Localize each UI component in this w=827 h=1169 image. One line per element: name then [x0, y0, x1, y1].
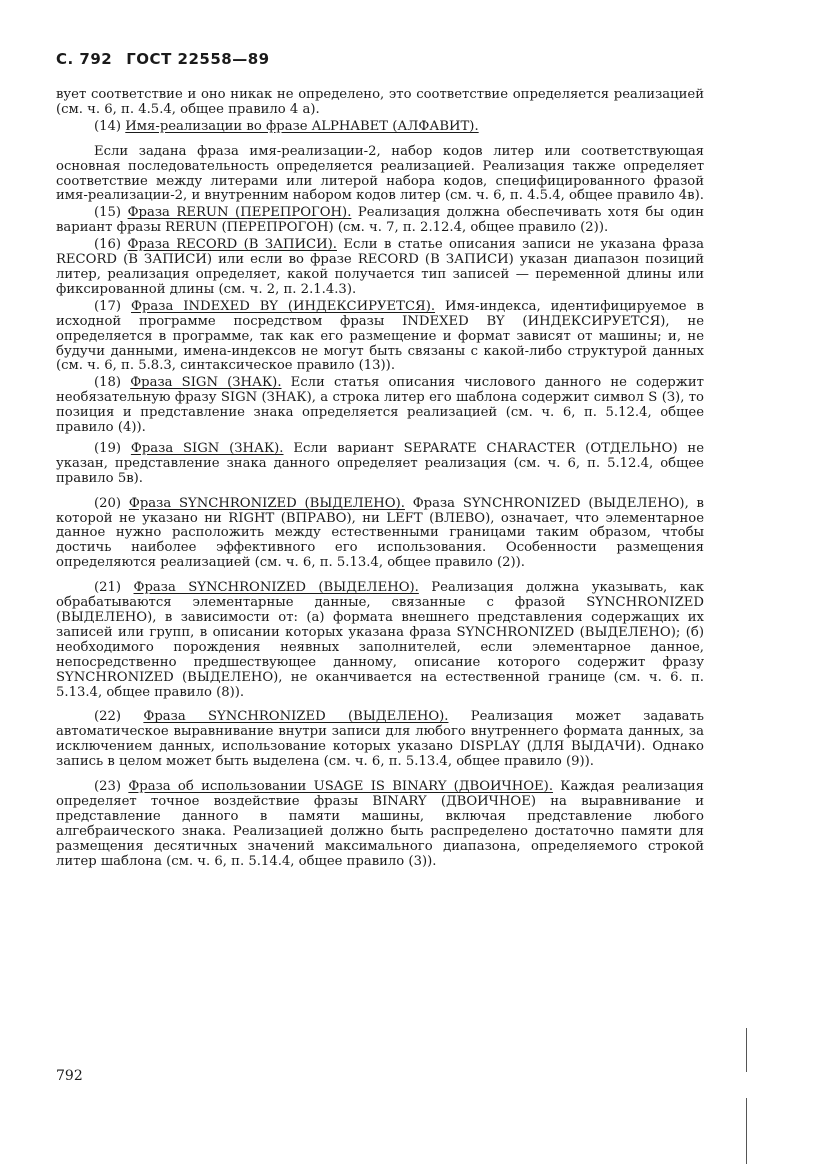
item-number: (20) [94, 495, 122, 511]
item-title: Фраза SIGN (ЗНАК). [130, 440, 284, 456]
item-body: Фраза SYNCHRONIZED (ВЫДЕЛЕНО), в которой не указано ни RIGHT (ВПРАВО), ни LEFT (ВЛЕВО), означает, что элементарное данное нужно расположить между естественными границами таким образом, чтобы достичь наиболее эффективного его использования. Особенности размещения определяются реализацией (см. ч. 6, п. 5.13.4, общее правило (2)). [56, 495, 704, 571]
item-number: (16) [94, 237, 122, 253]
document-body [56, 88, 704, 870]
item-title: Имя-реализации во фразе ALPHABET (АЛФАВИТ). [125, 118, 479, 134]
paragraph-22 [56, 710, 704, 770]
scan-margin-line [746, 1098, 747, 1164]
paragraph-14-body: Если задана фраза имя-реализации-2, набор кодов литер или соответствующая основная последовательность определяется реализацией. Реализация также определяет соответствие между литерами или литерой набора кодов, специфицированного фразой имя-реализации-2, и внутренним набором кодов литер (см. ч. 6, п. 4.5.4, общее правило 4в). [56, 143, 704, 204]
item-title: Фраза RERUN (ПЕРЕПРОГОН). [127, 205, 352, 221]
paragraph-continuation: вует соответствие и оно никак не определено, это соответствие определяется реализацией (см. ч. 6, п. 4.5.4, общее правило 4 а). [56, 87, 704, 117]
standard-title: ГОСТ 22558—89 [126, 50, 270, 68]
item-number: (15) [94, 205, 122, 221]
paragraph-21 [56, 581, 704, 700]
item-title: Фраза RECORD (В ЗАПИСИ). [127, 237, 337, 253]
item-number: (21) [94, 580, 122, 596]
page-number: 792 [56, 1068, 83, 1084]
paragraph-15 [56, 206, 704, 236]
item-body: Реализация может задавать автоматическое выравнивание внутри записи для любого внутреннего формата данных, за исключением данных, использование которых указано DISPLAY (ДЛЯ ВЫДАЧИ). Однако запись в целом может быть выделена (см. ч. 6, п. 5.13.4, общее правило (9)). [56, 709, 704, 770]
item-body: Каждая реализация определяет точное воздействие фразы BINARY (ДВОИЧНОЕ) на выравнивание и представление данного в памяти машины, включая представление любого алгебраического знака. Реализацией должно быть распределено достаточно памяти для размещения десятичных значений максимального диапазона, определяемого строкой литер шаблона (см. ч. 6, п. 5.14.4, общее правило (3)). [56, 779, 704, 869]
item-body: Реализация должна обеспечивать хотя бы один вариант фразы RERUN (ПЕРЕПРОГОН) (см. ч. 7, п. 2.12.4, общее правило (2)). [56, 205, 704, 236]
item-title: Фраза SYNCHRONIZED (ВЫДЕЛЕНО). [143, 709, 449, 725]
item-number: (14) [94, 118, 122, 134]
item-number: (22) [94, 709, 122, 725]
item-title: Фраза SYNCHRONIZED (ВЫДЕЛЕНО). [128, 495, 405, 511]
paragraph-19 [56, 442, 704, 487]
item-title: Фраза об использовании USAGE IS BINARY (ДВОИЧНОЕ). [128, 779, 554, 795]
item-body: Имя-индекса, идентифицируемое в исходной программе посредством фразы INDEXED BY (ИНДЕКСИРУЕТСЯ), не определяется в программе, так как его размещение и формат зависят от машины; и, не будучи данными, имена-индексов не могут быть связаны с какой-либо структурой данных (см. ч. 6, п. 5.8.3, синтаксическое правило (13)). [56, 298, 704, 374]
item-number: (19) [94, 440, 122, 456]
item-body: Если вариант SEPARATE CHARACTER (ОТДЕЛЬНО) не указан, представление знака данного определяет реализация (см. ч. 6, п. 5.12.4, общее правило 5в). [56, 440, 705, 486]
paragraph-20 [56, 497, 704, 572]
item-body: Реализация должна указывать, как обрабатываются элементарные данные, связанные с фразой SYNCHRONIZED (ВЫДЕЛЕНО), в зависимости от: (а) формата внешнего представления содержащих их записей или групп, в описании которых указана фраза SYNCHRONIZED (ВЫДЕЛЕНО); (б) необходимого порождения неявных заполнителей, если элементарное данное, непосредственно предшествующее данному, описание которого содержит фразу SYNCHRONIZED (ВЫДЕЛЕНО), не оканчивается на естественной границе (см. ч. 6. п. 5.13.4, общее правило (8)). [56, 580, 704, 700]
item-body: Если в статье описания записи не указана фраза RECORD (В ЗАПИСИ) или если во фразе RECORD (В ЗАПИСИ) указан диапазон позиций литер, реализация определяет, какой получается тип записей — переменной длины или фиксированной длины (см. ч. 2, п. 2.1.4.3). [56, 237, 705, 297]
paragraph-17 [56, 300, 704, 375]
scan-margin-line [746, 1028, 747, 1072]
paragraph-18 [56, 376, 704, 436]
page-header [56, 50, 270, 68]
item-title: Фраза SYNCHRONIZED (ВЫДЕЛЕНО). [133, 580, 419, 596]
item-number: (23) [94, 779, 122, 795]
paragraph-23 [56, 780, 704, 869]
item-number: (18) [94, 375, 122, 391]
item-body: Если статья описания числового данного не содержит необязательную фразу SIGN (ЗНАК), а строка литер его шаблона содержит символ S (З), то позиция и представление знака определяется реализацией (см. ч. 6, п. 5.12.4, общее правило (4)). [56, 375, 704, 436]
paragraph-14-heading [56, 120, 704, 135]
page-ref: С. 792 [56, 50, 113, 68]
paragraph-16 [56, 238, 704, 298]
item-title: Фраза INDEXED BY (ИНДЕКСИРУЕТСЯ). [131, 298, 436, 314]
item-title: Фраза SIGN (ЗНАК). [130, 375, 282, 391]
item-number: (17) [94, 298, 122, 314]
